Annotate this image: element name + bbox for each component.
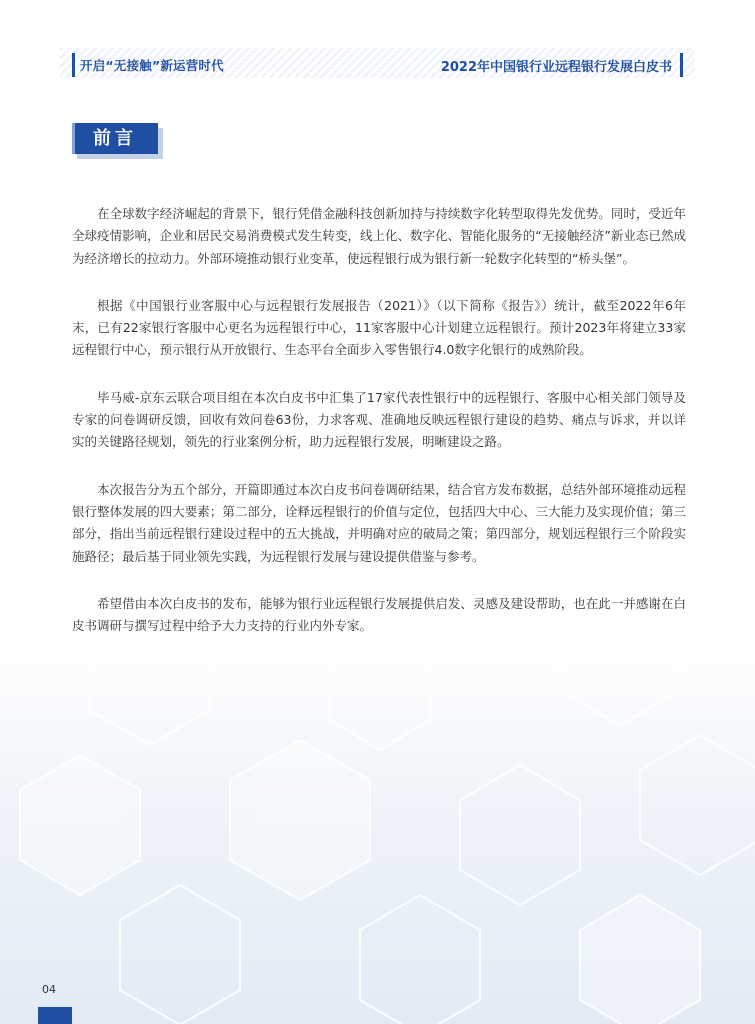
section-title: 前言 [93, 128, 137, 149]
paragraph: 希望借由本次白皮书的发布，能够为银行业远程银行发展提供启发、灵感及建设帮助，也在此一并感谢在白皮书调研与撰写过程中给予大力支持的行业内外专家。 [72, 595, 686, 634]
header-left-title: 开启“无接触”新运营时代 [80, 58, 224, 73]
footer-accent-block [38, 1007, 72, 1024]
paragraph: 在全球数字经济崛起的背景下，银行凭借金融科技创新加持与持续数字化转型取得先发优势。同时，受近年全球疫情影响，企业和居民交易消费模式发生转变，线上化、数字化、智能化服务的“无接触经济”新业态已然成为经济增长的拉动力。外部环境推动银行业变革，使远程银行成为银行新一轮数字化转型的“桥头堡”。 [72, 206, 686, 266]
header-right-accent-bar [680, 53, 683, 77]
paragraph: 根据《中国银行业客服中心与远程银行发展报告（2021）》（以下简称《报告》）统计，截至2022年6年末，已有22家银行客服中心更名为远程银行中心，11家客服中心计划建立远程银行。预计2023年将建立33家远程银行中心，预示银行从开放银行、生态平台全面步入零售银行4.0数字化银行的成熟阶段。 [72, 297, 686, 358]
paragraph: 毕马威-京东云联合项目组在本次白皮书中汇集了17家代表性银行中的远程银行、客服中心相关部门领导及专家的问卷调研反馈，回收有效问卷63份，力求客观、准确地反映远程银行建设的趋势、痛点与诉求，并以详实的关键路径规划，领先的行业案例分析，助力远程银行发展，明晰建设之路。 [72, 389, 686, 450]
preface-body [72, 203, 686, 662]
page-number: 04 [42, 983, 56, 996]
header-left-accent-bar [72, 53, 75, 77]
paragraph: 本次报告分为五个部分，开篇即通过本次白皮书问卷调研结果，结合官方发布数据，总结外部环境推动远程银行整体发展的四大要素；第二部分，诠释远程银行的价值与定位，包括四大中心、三大能力及实现价值；第三部分，指出当前远程银行建设过程中的五大挑战，并明确对应的破局之策；第四部分，规划远程银行三个阶段实施路径；最后基于同业领先实践，为远程银行发展与建设提供借鉴与参考。 [72, 481, 686, 564]
header-right-title: 2022年中国银行业远程银行发展白皮书 [440, 60, 672, 75]
hexagon-background-pattern [0, 600, 755, 1024]
